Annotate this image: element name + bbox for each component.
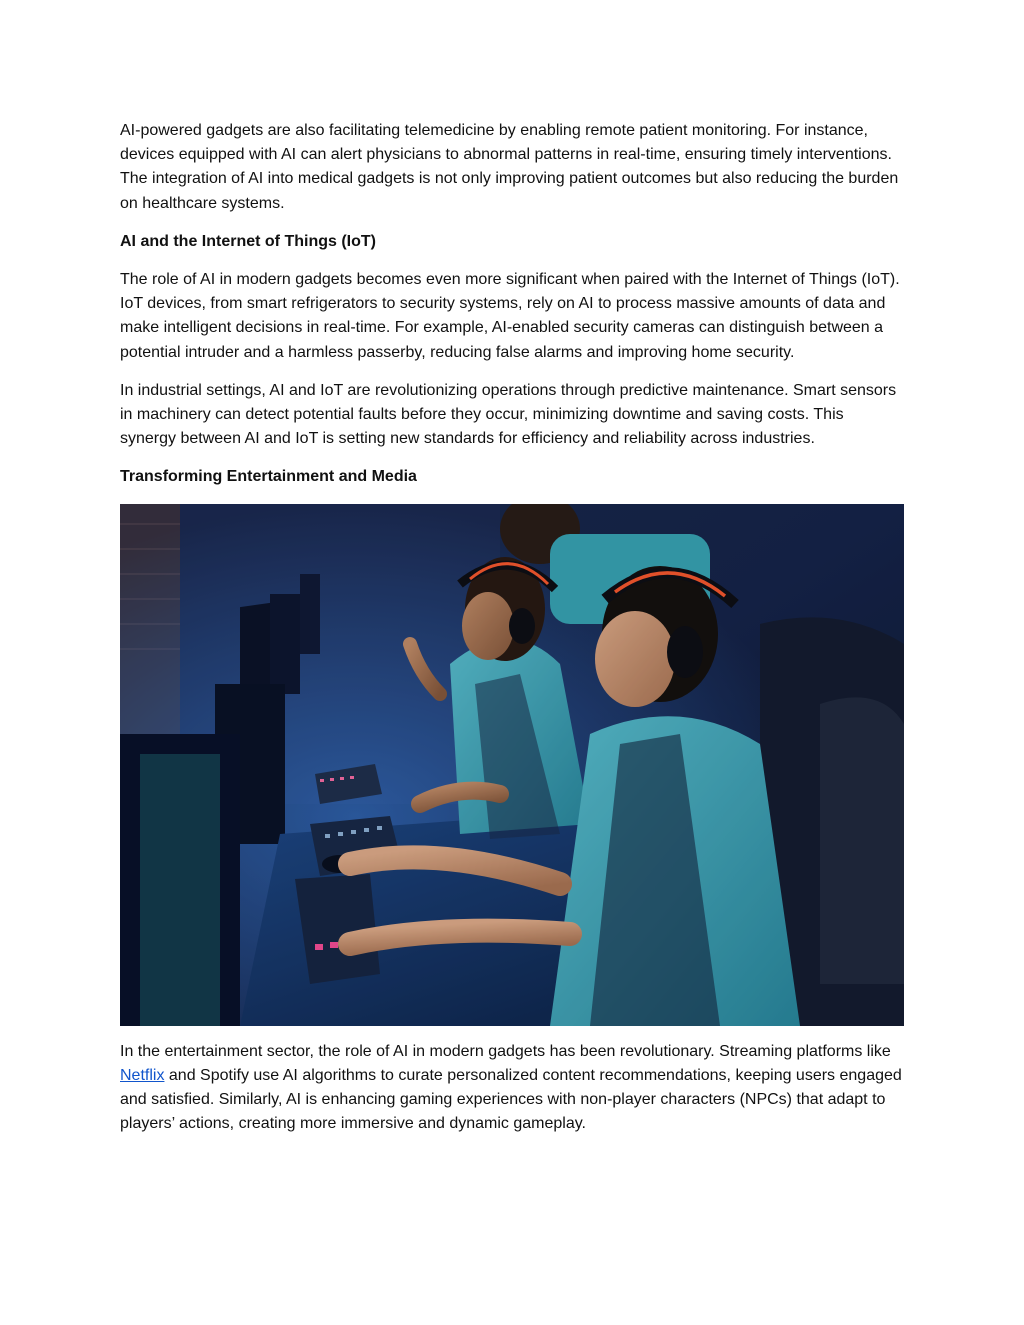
paragraph-iot-role: The role of AI in modern gadgets becomes even more significant when paired with the Internet of Things (IoT). IoT devices, from smart refrigerators to security systems, rely on AI to process massive amounts of data and make intelligent decisions in real-time. For example, AI-enabled security cameras can distinguish between a potential intruder and a harmless passerby, reducing false alarms and improving home security. — [120, 271, 900, 361]
netflix-link[interactable]: Netflix — [120, 1066, 165, 1084]
esports-gamers-photo — [120, 504, 904, 1026]
heading-entertainment: Transforming Entertainment and Media — [120, 468, 417, 486]
heading-ai-iot: AI and the Internet of Things (IoT) — [120, 232, 376, 250]
entertainment-text-start: In the entertainment sector, the role of AI in modern gadgets has been revolutionary. Streaming platforms like — [120, 1042, 891, 1060]
paragraph-telemedicine: AI-powered gadgets are also facilitating telemedicine by enabling remote patient monitoring. For instance, devices equipped with AI can alert physicians to abnormal patterns in real-time, ensuring timely interventions. The integration of AI into medical gadgets is not only improving patient outcomes but also reducing the burden on healthcare systems. — [120, 122, 899, 212]
entertainment-text-end: and Spotify use AI algorithms to curate personalized content recommendations, keeping users engaged and satisfied. Similarly, AI is enhancing gaming experiences with non-player characters (NPCs) that adapt to players’ actions, creating more immersive and dynamic gameplay. — [120, 1066, 902, 1133]
document-page — [120, 119, 904, 1150]
paragraph-industrial: In industrial settings, AI and IoT are revolutionizing operations through predictive maintenance. Smart sensors in machinery can detect potential faults before they occur, minimizing downtime and saving costs. This synergy between AI and IoT is setting new standards for efficiency and reliability across industries. — [120, 381, 897, 448]
paragraph-entertainment — [120, 1040, 904, 1137]
